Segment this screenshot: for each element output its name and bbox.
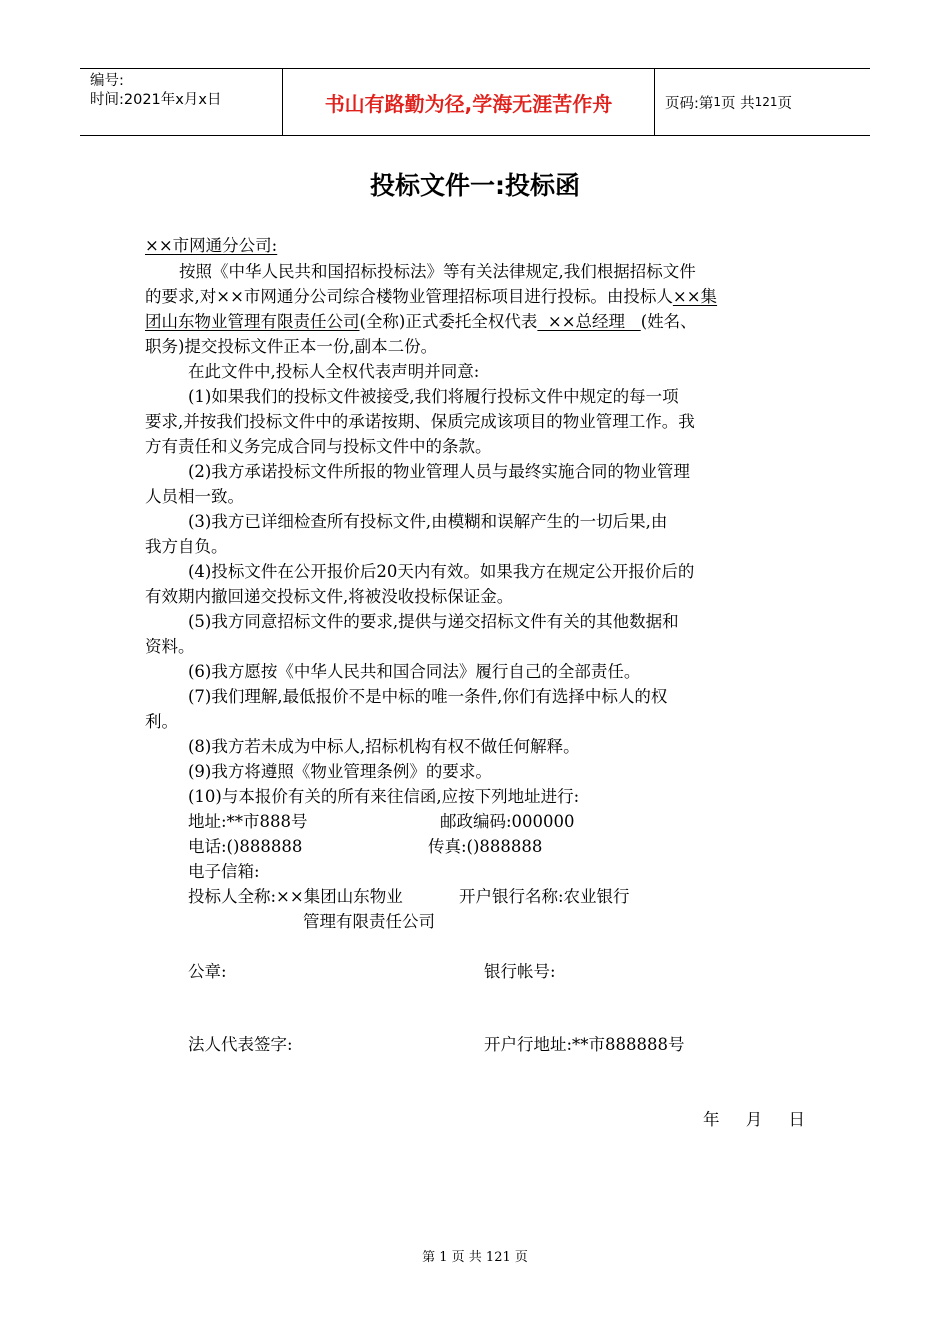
page-total: 121 (754, 95, 778, 109)
item-1-line-1: (1)如果我们的投标文件被接受,我们将履行投标文件中规定的每一项 (188, 387, 679, 406)
contact-email: 电子信箱: (188, 862, 260, 881)
contact-address: 地址:**市888号 (188, 812, 308, 831)
contact-phone: 电话:()888888 (188, 837, 303, 856)
seal-label: 公章: (188, 962, 227, 981)
item-3-line-1: (3)我方已详细检查所有投标文件,由模糊和误解产生的一切后果,由 (188, 512, 668, 531)
page-end: 页 (777, 95, 793, 112)
document-title: 投标文件一:投标函 (370, 171, 580, 200)
legal-rep-signature-label: 法人代表签字: (188, 1035, 293, 1054)
item-5-line-1: (5)我方同意招标文件的要求,提供与递交招标文件有关的其他数据和 (188, 612, 679, 631)
item-4-line-2: 有效期内撤回递交投标文件,将被没收投标保证金。 (145, 587, 514, 606)
addressee: ××市网通分公司: (145, 236, 278, 255)
bidder-name-part-2: 团山东物业管理有限责任公司 (145, 312, 360, 331)
page-label: 页码:第 (665, 95, 714, 112)
paragraph-1-line-4: 职务)提交投标文件正本一份,副本二份。 (145, 337, 438, 356)
item-9: (9)我方将遵照《物业管理条例》的要求。 (188, 762, 492, 781)
date-line: 年 月 日 (703, 1110, 805, 1129)
item-4-line-1: (4)投标文件在公开报价后20天内有效。如果我方在规定公开报价后的 (188, 562, 695, 581)
representative: ××总经理 (537, 312, 641, 331)
item-3-line-2: 我方自负。 (145, 537, 228, 556)
bank-address: 开户行地址:**市888888号 (484, 1035, 685, 1054)
bank-account-label: 银行帐号: (484, 962, 556, 981)
page-number: 1 (713, 95, 722, 109)
contact-fax: 传真:()888888 (428, 837, 543, 856)
time-label: 时间:2021年x月x日 (90, 92, 222, 108)
paragraph-1-line-3: 团山东物业管理有限责任公司(全称)正式委托全权代表 ××总经理 (姓名、 (145, 312, 697, 331)
item-2-line-1: (2)我方承诺投标文件所报的物业管理人员与最终实施合同的物业管理 (188, 462, 690, 481)
item-6: (6)我方愿按《中华人民共和国合同法》履行自己的全部责任。 (188, 662, 641, 681)
item-1-line-2: 要求,并按我们投标文件中的承诺按期、保质完成该项目的物业管理工作。我 (145, 412, 695, 431)
declaration: 在此文件中,投标人全权代表声明并同意: (188, 362, 480, 381)
page-mid: 页 共 (721, 95, 755, 112)
item-8: (8)我方若未成为中标人,招标机构有权不做任何解释。 (188, 737, 580, 756)
contact-postcode: 邮政编码:000000 (440, 812, 575, 831)
bidder-full-name-line-2: 管理有限责任公司 (303, 912, 435, 931)
header-page-info (655, 69, 870, 135)
item-7-line-2: 利。 (145, 712, 178, 731)
header-meta (80, 69, 282, 135)
page-header (80, 68, 870, 136)
page-footer: 第 1 页 共 121 页 (422, 1250, 528, 1265)
serial-label: 编号: (90, 73, 124, 89)
bidder-full-name-line-1: 投标人全称:××集团山东物业 (188, 887, 403, 906)
item-10: (10)与本报价有关的所有来往信函,应按下列地址进行: (188, 787, 580, 806)
paragraph-1-line-1: 按照《中华人民共和国招标投标法》等有关法律规定,我们根据招标文件 (179, 262, 696, 281)
bidder-name-part-1: ××集 (672, 287, 718, 306)
paragraph-1-line-2: 的要求,对××市网通分公司综合楼物业管理招标项目进行投标。由投标人××集 (145, 287, 718, 306)
item-1-line-3: 方有责任和义务完成合同与投标文件中的条款。 (145, 437, 492, 456)
item-7-line-1: (7)我们理解,最低报价不是中标的唯一条件,你们有选择中标人的权 (188, 687, 668, 706)
header-motto: 书山有路勤为径,学海无涯苦作舟 (282, 69, 655, 135)
item-5-line-2: 资料。 (145, 637, 195, 656)
bank-name: 开户银行名称:农业银行 (459, 887, 630, 906)
item-2-line-2: 人员相一致。 (145, 487, 244, 506)
